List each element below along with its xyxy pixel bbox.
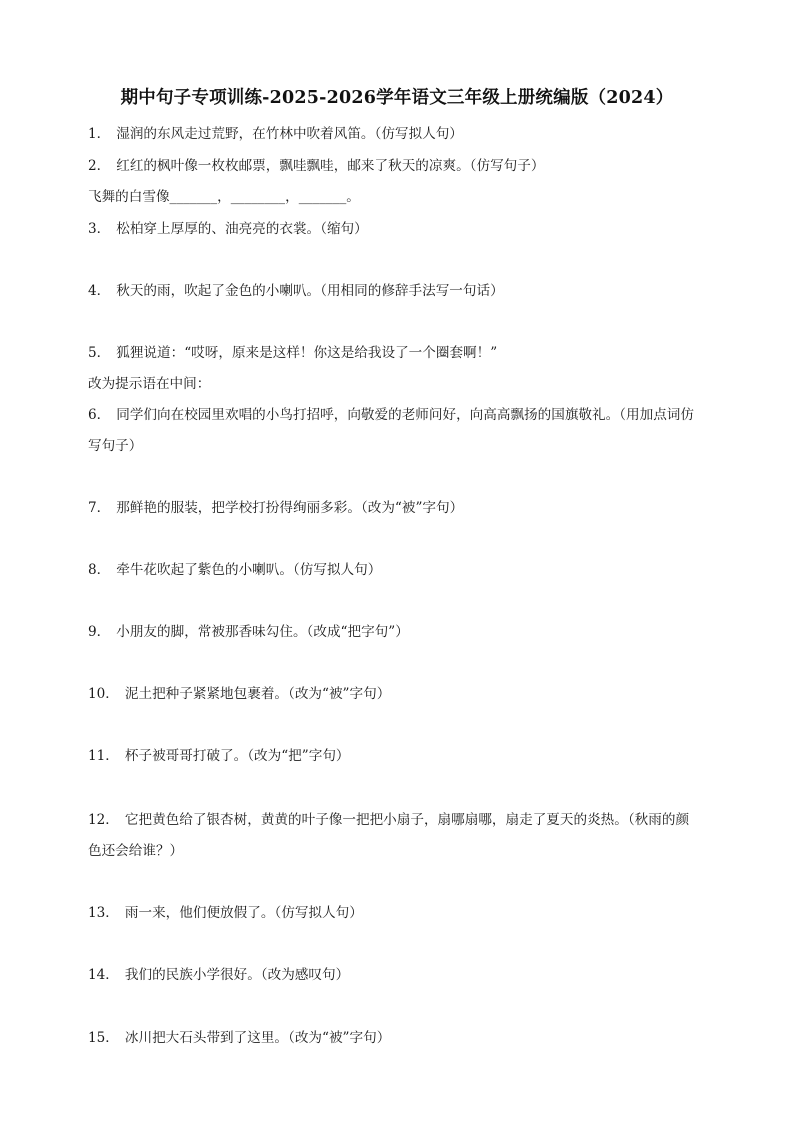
question-text: 秋天的雨，吹起了金色的小喇叭。（用相同的修辞手法写一句话） (116, 283, 504, 299)
question-number: 13． (88, 905, 119, 921)
question-number: 6． (88, 407, 111, 423)
question-text: 那鲜艳的服装，把学校打扮得绚丽多彩。（改为“被”字句） (116, 500, 464, 516)
question-text: 雨一来，他们便放假了。（仿写拟人句） (124, 905, 363, 921)
question-number: 10． (88, 686, 119, 702)
question-14 (88, 965, 349, 985)
question-1 (88, 124, 463, 144)
question-2 (88, 156, 544, 176)
question-text: 泥土把种子紧紧地包裹着。（改为“被”字句） (124, 686, 391, 702)
question-text: 同学们向在校园里欢唱的小鸟打招呼，向敬爱的老师问好，向高高飘扬的国旗敬礼。（用加点词仿 (116, 407, 694, 423)
question-3 (88, 219, 368, 239)
question-number: 8． (88, 562, 111, 578)
question-text: 我们的民族小学很好。（改为感叹句） (124, 967, 350, 983)
question-7 (88, 498, 463, 518)
question-text: 松柏穿上厚厚的、油亮亮的衣裳。（缩句） (116, 221, 368, 237)
question-number: 14． (88, 967, 119, 983)
question-13 (88, 903, 363, 923)
question-text: 冰川把大石头带到了这里。（改为“被”字句） (124, 1030, 391, 1046)
question-5 (88, 343, 497, 363)
question-15 (88, 1028, 390, 1048)
question-number: 7． (88, 500, 111, 516)
question-8 (88, 560, 381, 580)
question-number: 5． (88, 345, 111, 361)
question-number: 3． (88, 221, 111, 237)
question-10 (88, 684, 390, 704)
question-number: 11． (88, 748, 119, 764)
question-12 (88, 810, 689, 830)
document-title: 期中句子专项训练-2025-2026学年语文三年级上册统编版（2024） (120, 88, 674, 108)
question-number: 1． (88, 126, 111, 142)
question-number: 4． (88, 283, 111, 299)
question-text: 小朋友的脚，常被那香味勾住。（改成“把字句”） (116, 624, 409, 640)
question-text: 它把黄色给了银杏树，黄黄的叶子像一把把小扇子，扇哪扇哪，扇走了夏天的炎热。（秋雨的颜 (124, 812, 690, 828)
question-9 (88, 622, 409, 642)
question-5-prompt: 改为提示语在中间： (88, 376, 211, 392)
question-6-continuation: 写句子） (88, 438, 143, 454)
question-text: 湿润的东风走过荒野，在竹林中吹着风笛。（仿写拟人句） (116, 126, 463, 142)
question-number: 9． (88, 624, 111, 640)
question-6 (88, 405, 694, 425)
question-2-fill-line: 飞舞的白雪像_______，________，_______。 (88, 189, 360, 205)
question-text: 杯子被哥哥打破了。（改为“把”字句） (124, 748, 350, 764)
question-text: 狐狸说道：“哎呀，原来是这样！你这是给我设了一个圈套啊！” (116, 345, 498, 361)
question-text: 红红的枫叶像一枚枚邮票，飘哇飘哇，邮来了秋天的凉爽。（仿写句子） (116, 158, 545, 174)
question-number: 2． (88, 158, 111, 174)
question-11 (88, 746, 350, 766)
question-4 (88, 281, 504, 301)
question-12-continuation: 色还会给谁？） (88, 843, 184, 859)
question-text: 牵牛花吹起了紫色的小喇叭。（仿写拟人句） (116, 562, 382, 578)
question-number: 12． (88, 812, 119, 828)
question-number: 15． (88, 1030, 119, 1046)
